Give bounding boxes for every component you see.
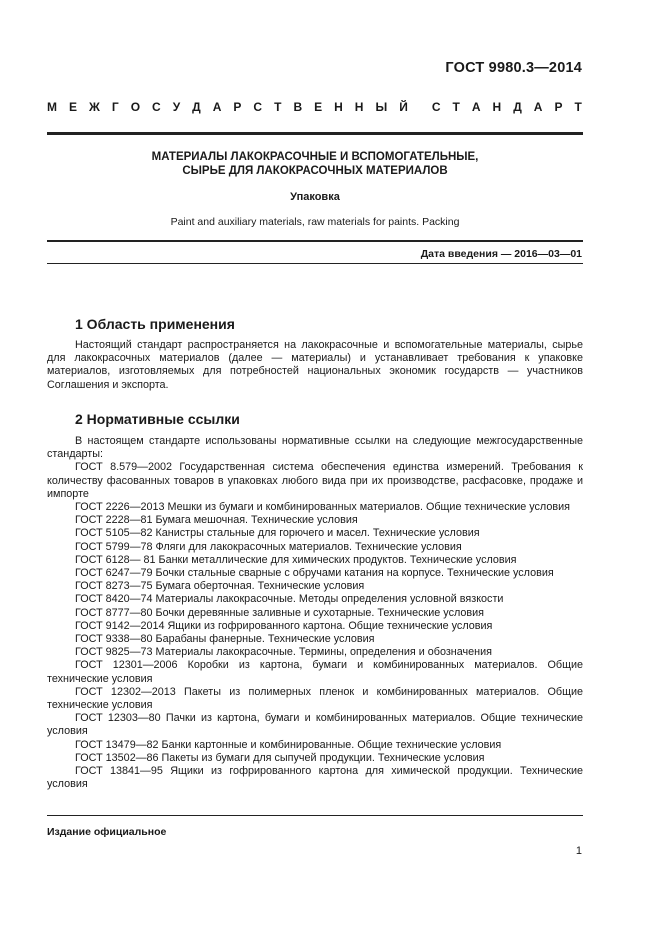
interstate-standard-banner <box>47 100 582 114</box>
banner-letter: Й <box>399 100 408 114</box>
page-number: 1 <box>575 845 582 857</box>
banner-letter: М <box>47 100 57 114</box>
banner-letter: С <box>253 100 263 114</box>
section-2-intro: В настоящем стандарте использованы нормативные ссылки на следующие межгосударственные стандарты: <box>47 435 583 461</box>
reference-item: ГОСТ 9825—73 Материалы лакокрасочные. Термины, определения и обозначения <box>75 646 492 659</box>
banner-letter: А <box>212 100 222 114</box>
document-subtitle: Упаковка <box>290 191 340 203</box>
reference-item: ГОСТ 5105—82 Канистры стальные для горючего и масел. Технические условия <box>75 527 480 540</box>
banner-letter: Е <box>69 100 78 114</box>
banner-letter: Р <box>233 100 242 114</box>
title-line-2: СЫРЬЕ ДЛЯ ЛАКОКРАСОЧНЫХ МАТЕРИАЛОВ <box>182 165 448 177</box>
reference-item: ГОСТ 8.579—2002 Государственная система обеспечения единства измерений. Требования к количеству фасованных товаров в упаковках любого вида при их производстве, расфасовке, продаже и импорте <box>47 461 583 500</box>
reference-item: ГОСТ 9142—2014 Ящики из гофрированного картона. Общие технические условия <box>75 619 493 632</box>
document-title <box>47 150 583 178</box>
header-rule <box>47 132 583 135</box>
banner-letter: Е <box>314 100 323 114</box>
banner-letter: Т <box>274 100 282 114</box>
banner-letter: А <box>471 100 481 114</box>
reference-item: ГОСТ 8777—80 Бочки деревянные заливные и сухотарные. Технические условия <box>75 606 485 619</box>
reference-item: ГОСТ 2226—2013 Мешки из бумаги и комбинированных материалов. Общие технические условия <box>75 501 570 514</box>
banner-letter: Н <box>492 100 502 114</box>
section-2-body <box>47 435 583 791</box>
banner-letter: Ы <box>375 100 388 114</box>
reference-item: ГОСТ 13502—86 Пакеты из бумаги для сыпучей продукции. Технические условия <box>75 751 485 764</box>
date-rule <box>47 263 583 264</box>
reference-item: ГОСТ 2228—81 Бумага мешочная. Технические условия <box>75 514 358 527</box>
reference-item: ГОСТ 8273—75 Бумага оберточная. Технические условия <box>75 580 365 593</box>
reference-list <box>47 461 583 791</box>
banner-letter: Н <box>354 100 364 114</box>
introduction-date: Дата введения — 2016—03—01 <box>420 248 582 260</box>
banner-letter: Т <box>574 100 582 114</box>
banner-letter: С <box>152 100 161 114</box>
banner-letter: О <box>130 100 141 114</box>
section-1-paragraph: Настоящий стандарт распространяется на лакокрасочные и вспомогательные материалы, сырье для лакокрасочных материалов (далее — материалы) и устанавливает требования к упаковке материалов, изготовляемых для потребностей национальных экономик государств — участников Соглашения и экспорта. <box>47 339 583 391</box>
banner-letter: Ж <box>89 100 100 114</box>
banner-letter: Д <box>192 100 201 114</box>
reference-item: ГОСТ 6247—79 Бочки стальные сварные с обручами катания на корпусе. Технические условия <box>75 567 554 580</box>
reference-item: ГОСТ 12303—80 Пачки из картона, бумаги и комбинированных материалов. Общие технические условия <box>47 712 583 738</box>
banner-letter: Т <box>452 100 460 114</box>
official-edition-label: Издание официальное <box>47 826 167 838</box>
banner-letter: Д <box>513 100 522 114</box>
title-line-1: МАТЕРИАЛЫ ЛАКОКРАСОЧНЫЕ И ВСПОМОГАТЕЛЬНЫЕ, <box>151 151 479 163</box>
section-1-body <box>47 339 583 392</box>
banner-letter: Н <box>334 100 343 114</box>
section-2-heading: 2 Нормативные ссылки <box>75 411 240 427</box>
banner-letter: Г <box>111 100 119 114</box>
banner-letter: Р <box>554 100 563 114</box>
reference-item: ГОСТ 5799—78 Фляги для лакокрасочных материалов. Технические условия <box>75 540 462 553</box>
reference-item: ГОСТ 13841—95 Ящики из гофрированного картона для химической продукции. Технические условия <box>47 765 583 791</box>
reference-item: ГОСТ 9338—80 Барабаны фанерные. Технические условия <box>75 633 375 646</box>
banner-letter: С <box>431 100 441 114</box>
banner-letter: А <box>533 100 543 114</box>
reference-item: ГОСТ 6128— 81 Банки металлические для химических продуктов. Технические условия <box>75 553 517 566</box>
reference-item: ГОСТ 13479—82 Банки картонные и комбинированные. Общие технические условия <box>75 738 502 751</box>
english-title: Paint and auxiliary materials, raw materials for paints. Packing <box>170 216 460 228</box>
section-1-heading: 1 Область применения <box>75 316 235 332</box>
reference-item: ГОСТ 12301—2006 Коробки из картона, бумаги и комбинированных материалов. Общие технические условия <box>47 659 583 685</box>
title-rule <box>47 240 583 242</box>
reference-item: ГОСТ 12302—2013 Пакеты из полимерных пленок и комбинированных материалов. Общие технические условия <box>47 685 583 712</box>
banner-letter: В <box>293 100 303 114</box>
footer-rule <box>47 815 583 816</box>
reference-item: ГОСТ 8420—74 Материалы лакокрасочные. Методы определения условной вязкости <box>75 593 504 606</box>
gost-number: ГОСТ 9980.3—2014 <box>445 60 582 76</box>
banner-letter: У <box>172 100 181 114</box>
